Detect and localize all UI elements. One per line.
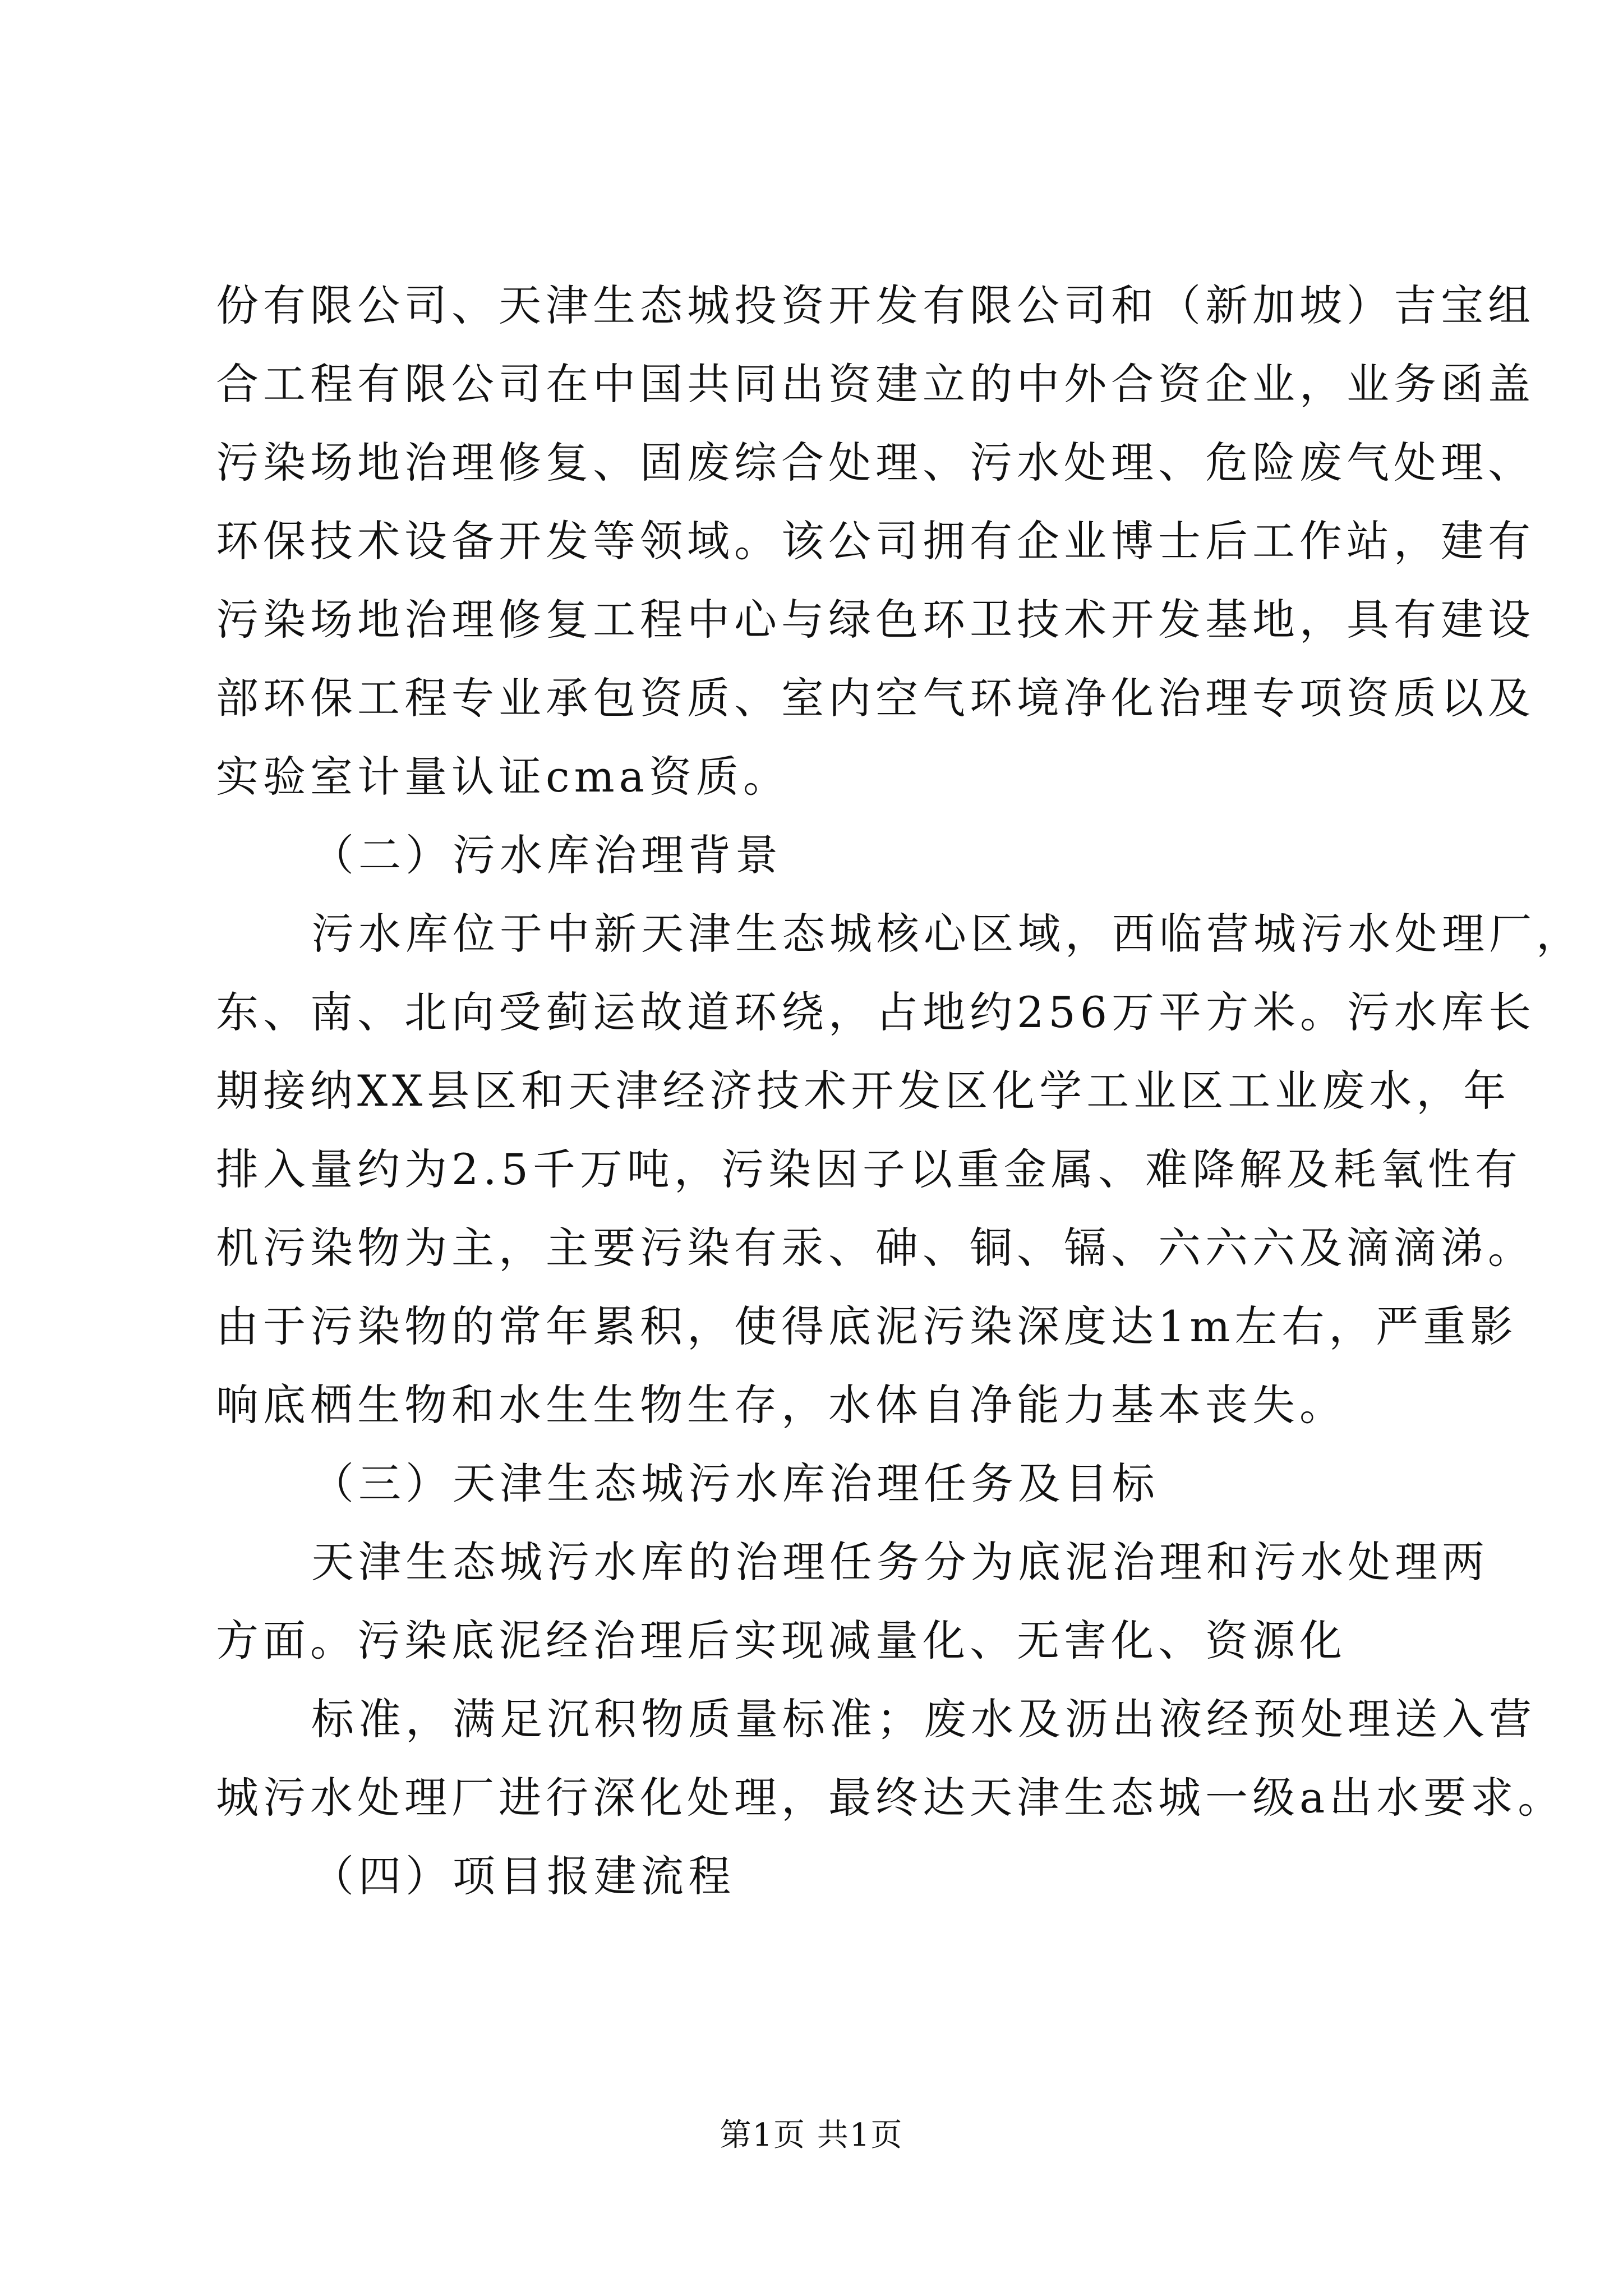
paragraph-line: 部环保工程专业承包资质、室内空气环境净化治理专项资质以及 <box>216 673 1535 723</box>
paragraph-first-line: 污水库位于中新天津生态城核心区域，西临营城污水处理厂， <box>311 909 1583 959</box>
paragraph-line: 响底栖生物和水生生物生存，水体自净能力基本丧失。 <box>216 1380 1347 1430</box>
paragraph-line: 方面。污染底泥经治理后实现减量化、无害化、资源化 <box>216 1616 1347 1665</box>
paragraph-first-line: 标准，满足沉积物质量标准；废水及沥出液经预处理送入营 <box>311 1694 1536 1744</box>
paragraph-line: 环保技术设备开发等领域。该公司拥有企业博士后工作站，建有 <box>216 516 1535 566</box>
paragraph-line: 合工程有限公司在中国共同出资建立的中外合资企业，业务函盖 <box>216 359 1535 409</box>
paragraph-line: 机污染物为主，主要污染有汞、砷、铜、镉、六六六及滴滴涕。 <box>216 1223 1535 1273</box>
paragraph-line: 实验室计量认证cma资质。 <box>216 752 790 802</box>
paragraph-line: 期接纳XX县区和天津经济技术开发区化学工业区工业废水，年 <box>216 1066 1511 1116</box>
document-body <box>216 266 1583 1916</box>
paragraph-line: 排入量约为2.5千万吨，污染因子以重金属、难降解及耗氧性有 <box>216 1144 1522 1194</box>
section-heading: （二）污水库治理背景 <box>311 830 782 880</box>
paragraph-line: 东、南、北向受蓟运故道环绕，占地约256万平方米。污水库长 <box>216 987 1536 1037</box>
paragraph-line: 由于污染物的常年累积，使得底泥污染深度达1m左右，严重影 <box>216 1301 1518 1351</box>
section-heading: （三）天津生态城污水库治理任务及目标 <box>311 1458 1159 1508</box>
section-heading: （四）项目报建流程 <box>311 1851 735 1901</box>
paragraph-line: 城污水处理厂进行深化处理，最终达天津生态城一级a出水要求。 <box>216 1773 1565 1823</box>
paragraph-line: 污染场地治理修复、固废综合处理、污水处理、危险废气处理、 <box>216 438 1535 487</box>
paragraph-first-line: 天津生态城污水库的治理任务分为底泥治理和污水处理两 <box>311 1537 1489 1587</box>
page-footer: 第1页 共1页 <box>720 2117 903 2154</box>
paragraph-line: 份有限公司、天津生态城投资开发有限公司和（新加坡）吉宝组 <box>216 280 1535 330</box>
paragraph-line: 污染场地治理修复工程中心与绿色环卫技术开发基地，具有建设 <box>216 595 1535 645</box>
